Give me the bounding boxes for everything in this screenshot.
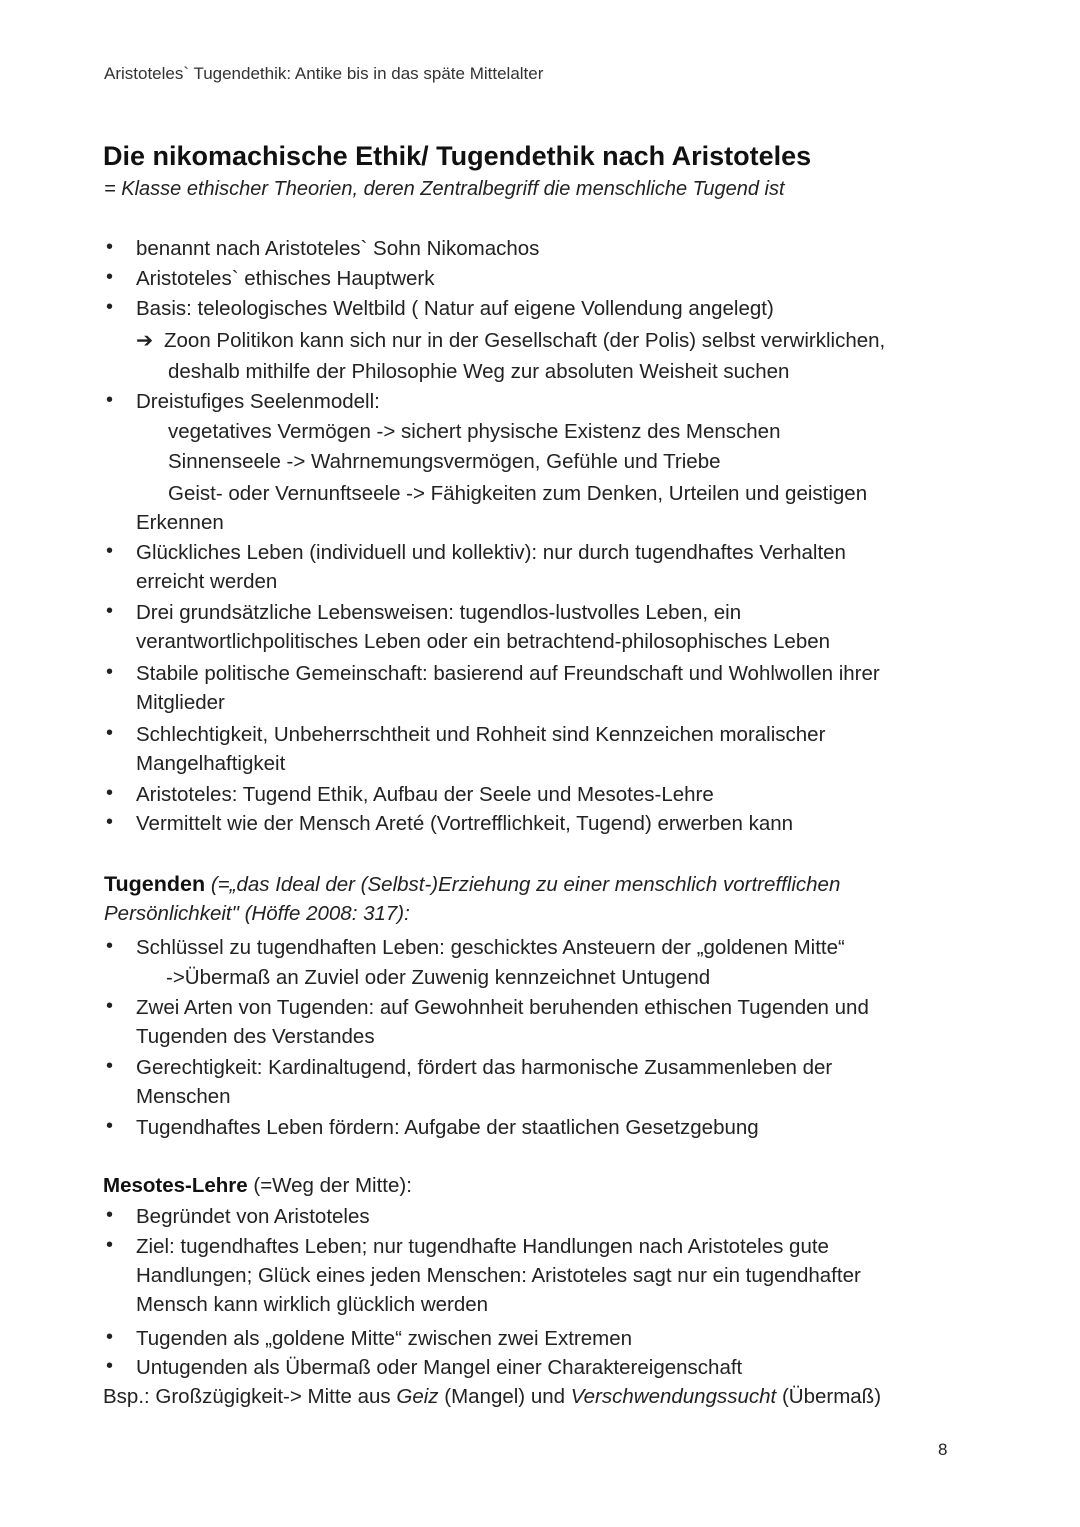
mesotes-heading: Mesotes-Lehre <box>103 1174 248 1197</box>
bullet-icon: • <box>106 389 114 411</box>
list-item-continued: Handlungen; Glück eines jeden Menschen: Aristoteles sagt nur ein tugendhafter <box>136 1264 861 1287</box>
bullet-icon: • <box>106 236 114 258</box>
bullet-icon: • <box>106 1326 114 1348</box>
example-text: (Übermaß) <box>776 1385 882 1408</box>
list-subitem: Zoon Politikon kann sich nur in der Gesellschaft (der Polis) selbst verwirklichen, <box>164 329 886 352</box>
title-definition: = Klasse ethischer Theorien, deren Zentralbegriff die menschliche Tugend ist <box>104 178 785 200</box>
list-item: Untugenden als Übermaß oder Mangel einer Charaktereigenschaft <box>136 1356 743 1379</box>
bullet-icon: • <box>106 540 114 562</box>
list-item-continued: Mangelhaftigkeit <box>136 752 286 775</box>
bullet-icon: • <box>106 995 114 1017</box>
example-text: (Mangel) und <box>438 1385 571 1408</box>
list-item: Glückliches Leben (individuell und kollektiv): nur durch tugendhaftes Verhalten <box>136 541 846 564</box>
tugenden-heading-line <box>104 870 840 899</box>
example-text: Bsp.: Großzügigkeit-> Mitte aus <box>103 1385 397 1408</box>
mesotes-heading-line <box>103 1171 412 1200</box>
bullet-icon: • <box>106 1115 114 1137</box>
bullet-icon: • <box>106 266 114 288</box>
list-item: Dreistufiges Seelenmodell: <box>136 390 380 413</box>
list-subitem: Sinnenseele -> Wahrnemungsvermögen, Gefühle und Triebe <box>168 450 721 473</box>
example-line <box>103 1382 881 1411</box>
list-item: Tugendhaftes Leben fördern: Aufgabe der staatlichen Gesetzgebung <box>136 1116 759 1139</box>
page-title: Die nikomachische Ethik/ Tugendethik nach Aristoteles <box>103 141 812 171</box>
list-item-continued: Mensch kann wirklich glücklich werden <box>136 1293 489 1316</box>
list-item: Tugenden als „goldene Mitte“ zwischen zwei Extremen <box>136 1327 633 1350</box>
bullet-icon: • <box>106 811 114 833</box>
list-item: Aristoteles` ethisches Hauptwerk <box>136 267 435 290</box>
list-subitem: ->Übermaß an Zuviel oder Zuwenig kennzeichnet Untugend <box>166 966 711 989</box>
list-item: Gerechtigkeit: Kardinaltugend, fördert das harmonische Zusammenleben der <box>136 1056 833 1079</box>
list-item-continued: Menschen <box>136 1085 231 1108</box>
example-verschwendung: Verschwendungssucht <box>570 1385 777 1408</box>
bullet-icon: • <box>106 600 114 622</box>
arrow-icon: ➔ <box>136 329 154 352</box>
list-item: Vermittelt wie der Mensch Areté (Vortrefflichkeit, Tugend) erwerben kann <box>136 812 794 835</box>
list-item: Basis: teleologisches Weltbild ( Natur auf eigene Vollendung angelegt) <box>136 297 774 320</box>
list-item-continued: erreicht werden <box>136 570 278 593</box>
list-subitem: vegetatives Vermögen -> sichert physische Existenz des Menschen <box>168 420 781 443</box>
bullet-icon: • <box>106 1055 114 1077</box>
bullet-icon: • <box>106 782 114 804</box>
list-item: benannt nach Aristoteles` Sohn Nikomachos <box>136 237 540 260</box>
list-item: Schlechtigkeit, Unbeherrschtheit und Rohheit sind Kennzeichen moralischer <box>136 723 826 746</box>
list-subitem: Erkennen <box>136 511 224 534</box>
list-subitem: deshalb mithilfe der Philosophie Weg zur absoluten Weisheit suchen <box>168 360 790 383</box>
list-item: Drei grundsätzliche Lebensweisen: tugendlos-lustvolles Leben, ein <box>136 601 742 624</box>
list-item: Ziel: tugendhaftes Leben; nur tugendhafte Handlungen nach Aristoteles gute <box>136 1235 829 1258</box>
list-item: Aristoteles: Tugend Ethik, Aufbau der Seele und Mesotes-Lehre <box>136 783 714 806</box>
list-item: Begründet von Aristoteles <box>136 1205 370 1228</box>
mesotes-note: (=Weg der Mitte): <box>247 1174 412 1197</box>
list-item-continued: Tugenden des Verstandes <box>136 1025 375 1048</box>
page-header: Aristoteles` Tugendethik: Antike bis in das späte Mittelalter <box>104 64 544 83</box>
tugenden-heading: Tugenden <box>104 872 206 896</box>
list-item: Schlüssel zu tugendhaften Leben: geschicktes Ansteuern der „goldenen Mitte“ <box>136 936 845 959</box>
list-item-continued: Mitglieder <box>136 691 225 714</box>
list-item-continued: verantwortlichpolitisches Leben oder ein betrachtend-philosophisches Leben <box>136 630 831 653</box>
tugenden-definition-cont: Persönlichkeit" (Höffe 2008: 317): <box>104 902 410 925</box>
bullet-icon: • <box>106 1204 114 1226</box>
list-item: Stabile politische Gemeinschaft: basierend auf Freundschaft und Wohlwollen ihrer <box>136 662 880 685</box>
bullet-icon: • <box>106 296 114 318</box>
bullet-icon: • <box>106 1355 114 1377</box>
page-number: 8 <box>938 1440 948 1459</box>
bullet-icon: • <box>106 1234 114 1256</box>
bullet-icon: • <box>106 935 114 957</box>
example-geiz: Geiz <box>396 1385 439 1408</box>
bullet-icon: • <box>106 722 114 744</box>
bullet-icon: • <box>106 661 114 683</box>
tugenden-definition: (=„das Ideal der (Selbst-)Erziehung zu einer menschlich vortrefflichen <box>205 873 841 896</box>
list-item: Zwei Arten von Tugenden: auf Gewohnheit beruhenden ethischen Tugenden und <box>136 996 869 1019</box>
list-subitem: Geist- oder Vernunftseele -> Fähigkeiten zum Denken, Urteilen und geistigen <box>168 482 868 505</box>
